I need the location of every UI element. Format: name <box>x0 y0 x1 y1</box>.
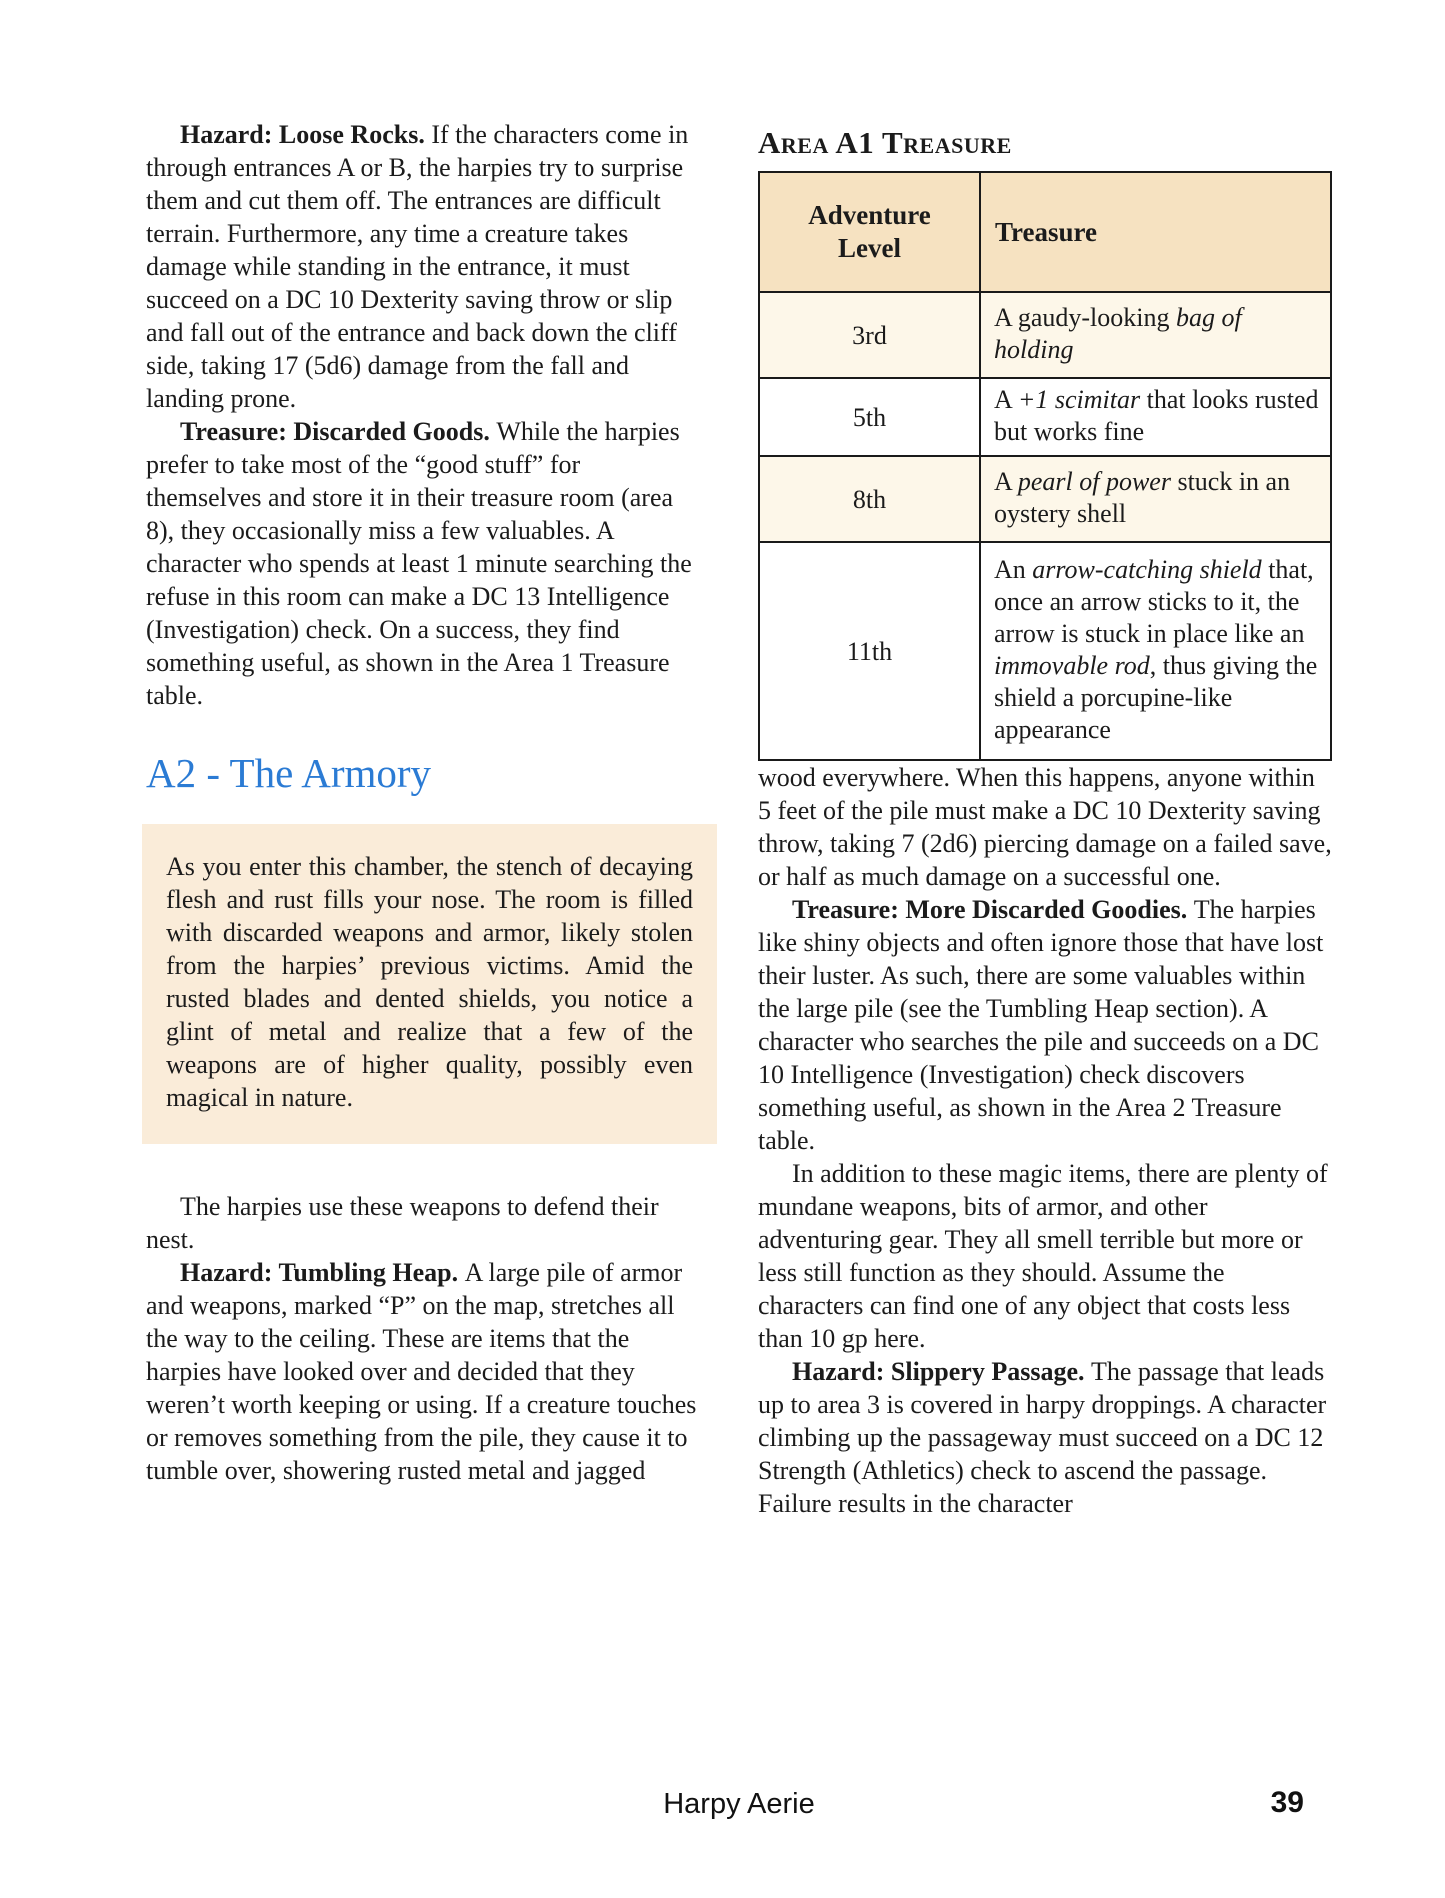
left-column <box>146 118 697 1520</box>
table-row <box>759 456 1331 542</box>
paragraph-in-addition: In addition to these magic items, there are plenty of mundane weapons, bits of armor, and other adventuring gear. They all smell terrible but more or less still function as they should. Assume the characters can find one of any object that costs less than 10 gp here. <box>758 1159 1328 1353</box>
paragraph-wood-everywhere: wood everywhere. When this happens, anyone within 5 feet of the pile must make a DC 10 Dexterity saving throw, taking 7 (2d6) piercing damage on a failed save, or half as much damage on a successful one. <box>758 763 1332 891</box>
treasure-cell: A pearl of power stuck in an oystery shell <box>980 456 1331 542</box>
paragraph-treasure-more-goodies: Treasure: More Discarded Goodies. The harpies like shiny objects and often ignore those that have lost their luster. As such, there are some valuables within the large pile (see the Tumbling Heap section). A character who searches the pile and succeeds on a DC 10 Intelligence (Investigation) check discovers something useful, as shown in the Area 2 Treasure table. <box>758 895 1324 1155</box>
treasure-cell: An arrow-catching shield that, once an arrow sticks to it, the arrow is stuck in place like an immovable rod, thus giving the shield a porcupine-like appearance <box>980 542 1331 760</box>
level-cell: 3rd <box>759 292 980 378</box>
treasure-cell: A gaudy-looking bag of holding <box>980 292 1331 378</box>
table-header-row <box>759 172 1331 292</box>
column-header-adventure-level: Adventure Level <box>759 172 980 292</box>
table-caption: Area A1 Treasure <box>758 125 1012 160</box>
table-row <box>759 292 1331 378</box>
readaloud-box: As you enter this chamber, the stench of decaying flesh and rust fills your nose. The room is filled with discarded weapons and armor, likely stolen from the harpies’ previous victims. Amid the rusted blades and dented shields, you notice a glint of metal and realize that a few of the weapons are of higher quality, possibly even magical in nature. <box>142 824 717 1144</box>
right-column <box>758 118 1332 1520</box>
level-cell: 11th <box>759 542 980 760</box>
page-number: 39 <box>1270 1786 1304 1819</box>
level-cell: 8th <box>759 456 980 542</box>
table-row <box>759 542 1331 760</box>
column-header-treasure: Treasure <box>980 172 1331 292</box>
paragraph-hazard-loose-rocks: Hazard: Loose Rocks. If the characters come in through entrances A or B, the harpies try to surprise them and cut them off. The entrances are difficult terrain. Furthermore, any time a creature takes damage while standing in the entrance, it must succeed on a DC 10 Dexterity saving throw or slip and fall out of the entrance and back down the cliff side, taking 17 (5d6) damage from the fall and landing prone. <box>146 120 689 413</box>
paragraph-hazard-slippery-passage: Hazard: Slippery Passage. The passage that leads up to area 3 is covered in harpy droppings. A character climbing up the passageway must succeed on a DC 12 Strength (Athletics) check to ascend the passage. Failure results in the character <box>758 1357 1327 1518</box>
treasure-cell: A +1 scimitar that looks rusted but works fine <box>980 378 1331 456</box>
paragraph-harpies-nest: The harpies use these weapons to defend their nest. <box>146 1192 659 1254</box>
section-heading-a2-armory: A2 - The Armory <box>146 750 432 796</box>
paragraph-hazard-tumbling-heap: Hazard: Tumbling Heap. A large pile of armor and weapons, marked “P” on the map, stretches all the way to the ceiling. These are items that the harpies have looked over and decided that they weren’t worth keeping or using. If a creature touches or removes something from the pile, they cause it to tumble over, showering rusted metal and jagged <box>146 1258 697 1485</box>
paragraph-treasure-discarded-goods: Treasure: Discarded Goods. While the harpies prefer to take most of the “good stuff” for themselves and store it in their treasure room (area 8), they occasionally miss a few valuables. A character who spends at least 1 minute searching the refuse in this room can make a DC 13 Intelligence (Investigation) check. On a success, they find something useful, as shown in the Area 1 Treasure table. <box>146 417 692 710</box>
treasure-table <box>758 171 1332 761</box>
page-content <box>146 118 1332 1520</box>
level-cell: 5th <box>759 378 980 456</box>
footer-book-title: Harpy Aerie <box>663 1788 815 1820</box>
table-row <box>759 378 1331 456</box>
